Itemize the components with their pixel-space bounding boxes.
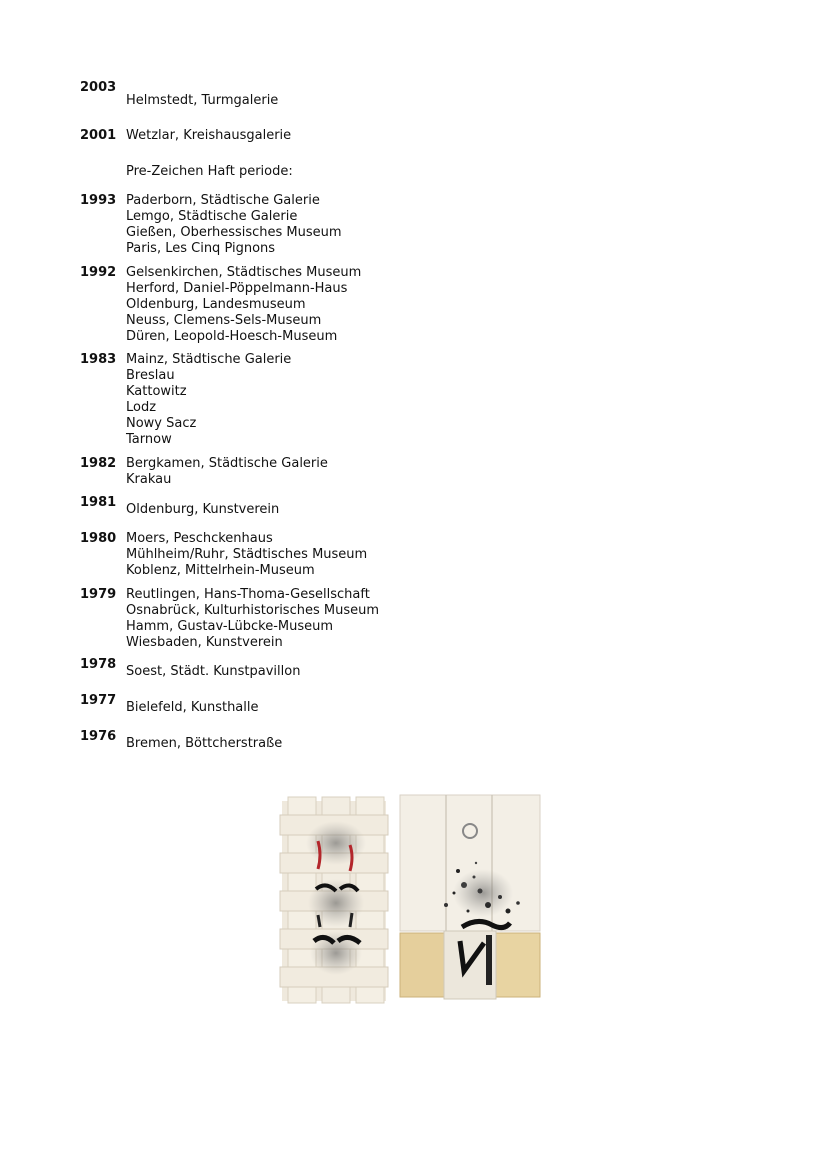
exhibition-place: Lodz — [126, 400, 157, 415]
artwork-image — [278, 793, 542, 1007]
exhibition-place: Moers, Peschckenhaus — [126, 531, 273, 546]
exhibition-places — [126, 531, 367, 579]
exhibition-place: Krakau — [126, 472, 172, 487]
exhibition-year: 1980 — [80, 531, 117, 546]
exhibition-place: Soest, Städt. Kunstpavillon — [126, 664, 301, 679]
exhibition-place: Lemgo, Städtische Galerie — [126, 209, 298, 224]
exhibition-year: 1979 — [80, 587, 117, 602]
exhibition-places — [126, 700, 259, 716]
exhibition-place: Gießen, Oberhessisches Museum — [126, 225, 342, 240]
exhibition-year: 1981 — [80, 495, 117, 510]
exhibition-year: 1993 — [80, 193, 117, 208]
exhibition-place: Hamm, Gustav-Lübcke-Museum — [126, 619, 334, 634]
exhibition-place: Osnabrück, Kulturhistorisches Museum — [126, 603, 379, 618]
exhibition-places — [126, 128, 291, 144]
exhibition-place: Oldenburg, Kunstverein — [126, 502, 280, 517]
period-heading: Pre-Zeichen Haft periode: — [126, 164, 293, 179]
exhibition-year: 2003 — [80, 80, 117, 95]
exhibition-place: Oldenburg, Landesmuseum — [126, 297, 306, 312]
exhibition-year: 1978 — [80, 657, 117, 672]
exhibition-places — [126, 664, 300, 680]
exhibition-place: Tarnow — [126, 432, 172, 447]
exhibition-place: Breslau — [126, 368, 175, 383]
exhibition-places — [126, 456, 328, 488]
exhibition-places — [126, 502, 279, 518]
exhibition-place: Wiesbaden, Kunstverein — [126, 635, 283, 650]
exhibition-place: Neuss, Clemens-Sels-Museum — [126, 313, 322, 328]
exhibition-place: Bremen, Böttcherstraße — [126, 736, 283, 751]
exhibition-place: Bergkamen, Städtische Galerie — [126, 456, 328, 471]
exhibition-place: Mainz, Städtische Galerie — [126, 352, 292, 367]
exhibition-place: Helmstedt, Turmgalerie — [126, 93, 279, 108]
exhibition-year: 1977 — [80, 693, 117, 708]
exhibition-year: 1982 — [80, 456, 117, 471]
exhibition-year: 2001 — [80, 128, 117, 143]
exhibition-places — [126, 265, 361, 345]
exhibition-places — [126, 736, 282, 752]
exhibition-place: Reutlingen, Hans-Thoma-Gesellschaft — [126, 587, 370, 602]
exhibition-place: Düren, Leopold-Hoesch-Museum — [126, 329, 338, 344]
exhibition-place: Nowy Sacz — [126, 416, 197, 431]
exhibition-places — [126, 352, 291, 448]
exhibition-place: Bielefeld, Kunsthalle — [126, 700, 259, 715]
exhibition-place: Herford, Daniel-Pöppelmann-Haus — [126, 281, 348, 296]
exhibition-year: 1983 — [80, 352, 117, 367]
exhibition-place: Paris, Les Cinq Pignons — [126, 241, 276, 256]
right-relief-object — [400, 795, 540, 999]
left-relief-object — [280, 797, 388, 1003]
exhibition-year: 1992 — [80, 265, 117, 280]
exhibition-places — [126, 193, 342, 257]
exhibition-place: Gelsenkirchen, Städtisches Museum — [126, 265, 362, 280]
exhibition-year: 1976 — [80, 729, 117, 744]
exhibition-places — [126, 587, 379, 651]
exhibition-place: Kattowitz — [126, 384, 187, 399]
exhibition-place: Mühlheim/Ruhr, Städtisches Museum — [126, 547, 368, 562]
exhibition-place: Paderborn, Städtische Galerie — [126, 193, 320, 208]
exhibition-place: Wetzlar, Kreishausgalerie — [126, 128, 292, 143]
exhibition-place: Koblenz, Mittelrhein-Museum — [126, 563, 315, 578]
exhibition-places — [126, 93, 278, 109]
